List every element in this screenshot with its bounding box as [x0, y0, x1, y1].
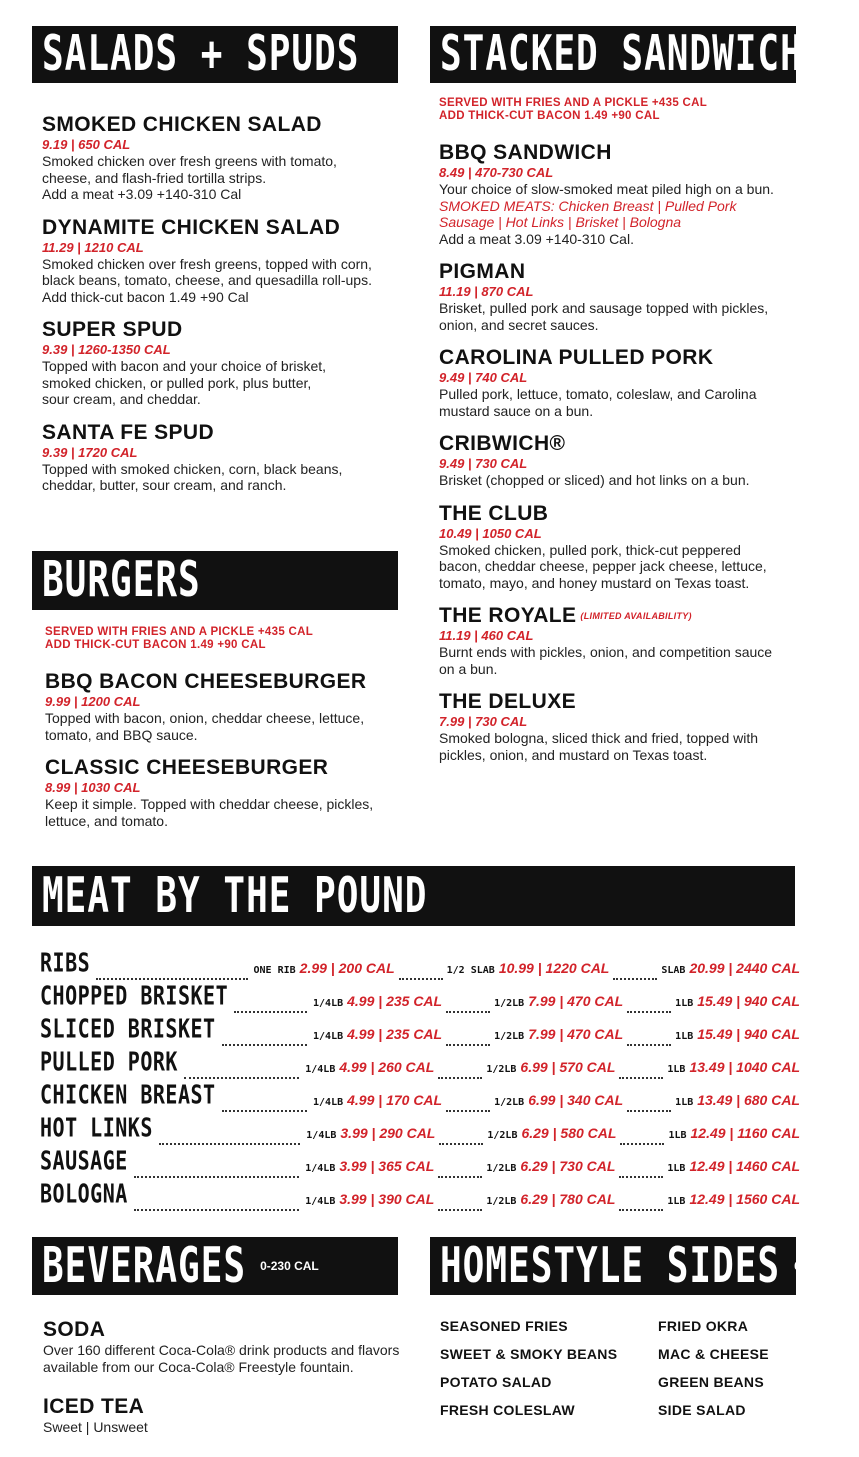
meat-name: BOLOGNA [40, 1177, 128, 1209]
portion-size: 1/4LB [306, 1130, 337, 1141]
meat-name: SLICED BRISKET [40, 1012, 216, 1044]
portion-size: 1/2LB [494, 998, 525, 1009]
portion-size: 1LB [667, 1064, 686, 1075]
meat-row [40, 1078, 800, 1119]
dot-leader [438, 1176, 482, 1178]
portion-size: 1/2LB [486, 1064, 517, 1075]
portion-price: 4.99 | 260 CAL [339, 1059, 435, 1075]
desc-line: Smoked bologna, sliced thick and fried, topped with [439, 730, 759, 747]
menu-item [43, 1395, 413, 1436]
portion-size: 1LB [667, 1196, 686, 1207]
note-line: SERVED WITH FRIES AND A PICKLE +435 CAL [439, 97, 708, 109]
meat-name: PULLED PORK [40, 1045, 178, 1077]
menu-item [439, 432, 809, 489]
dot-leader [222, 1110, 307, 1112]
item-name: PIGMAN [439, 260, 526, 283]
item-name: SMOKED CHICKEN SALAD [42, 113, 322, 136]
beverages-list [43, 1318, 413, 1449]
desc-line: pickles, onion, and mustard on Texas toast. [439, 746, 708, 763]
meat-name: SAUSAGE [40, 1144, 128, 1176]
portion-size: 1LB [675, 1097, 694, 1108]
price-option [486, 1191, 615, 1207]
item-description [439, 386, 809, 419]
desc-line: Burnt ends with pickles, onion, and competition sauce [439, 644, 773, 661]
portion-size: 1/2LB [486, 1163, 517, 1174]
dot-leader [627, 1044, 671, 1046]
portion-size: 1/4LB [313, 1031, 344, 1042]
desc-line: Smoked chicken over fresh greens, topped with corn, [42, 255, 372, 272]
portion-price: 13.49 | 680 CAL [697, 1092, 800, 1108]
desc-line: Pulled pork, lettuce, tomato, coleslaw, and Carolina [439, 386, 757, 402]
price-option [313, 1092, 442, 1108]
dot-leader [134, 1209, 299, 1211]
portion-size: 1LB [675, 998, 694, 1009]
price-option [486, 1059, 615, 1075]
menu-item [42, 421, 402, 494]
menu-item [42, 318, 402, 408]
portion-price: 7.99 | 470 CAL [528, 993, 624, 1009]
desc-line: Smoked chicken, pulled pork, thick-cut peppered [439, 541, 741, 558]
item-name-row [439, 604, 809, 628]
dot-leader [399, 978, 443, 980]
portion-price: 3.99 | 390 CAL [339, 1191, 435, 1207]
side-item: GREEN BEANS [658, 1374, 764, 1390]
dot-leader [159, 1143, 300, 1145]
item-description [42, 358, 402, 408]
menu-item [42, 216, 402, 306]
sandwiches-note [439, 97, 809, 123]
desc-line: onion, and secret sauces. [439, 316, 599, 333]
portion-size: 1LB [675, 1031, 694, 1042]
price-option [306, 1125, 435, 1141]
dot-leader [619, 1209, 663, 1211]
desc-line: bacon, cheddar cheese, pepper jack cheese, lettuce, [439, 558, 767, 574]
item-description [439, 542, 809, 592]
menu-item [439, 260, 809, 333]
menu-item [439, 604, 809, 677]
desc-line: Your choice of slow-smoked meat piled high on a bun. [439, 181, 774, 197]
burgers-banner [32, 551, 398, 610]
desc-line: Add a meat 3.09 +140-310 Cal. [439, 230, 634, 247]
desc-line: cheddar, butter, sour cream, and ranch. [42, 477, 287, 493]
desc-line: lettuce, and tomato. [45, 812, 168, 829]
item-description [439, 181, 809, 247]
item-description [42, 461, 402, 494]
price-option [494, 1026, 623, 1042]
sandwiches-list [439, 97, 809, 776]
item-price: 9.39 | 1260-1350 CAL [42, 342, 171, 357]
side-item: MAC & CHEESE [658, 1346, 769, 1362]
desc-line: Topped with smoked chicken, corn, black beans, [42, 460, 343, 477]
item-name: ICED TEA [43, 1395, 145, 1418]
menu-item [45, 756, 405, 829]
dot-leader [627, 1110, 671, 1112]
portion-price: 7.99 | 470 CAL [528, 1026, 624, 1042]
sides-banner [430, 1237, 859, 1295]
dot-leader [613, 978, 657, 980]
menu-item [439, 690, 809, 763]
price-option [487, 1125, 616, 1141]
item-price: 9.49 | 740 CAL [439, 370, 528, 385]
desc-line: sour cream, and cheddar. [42, 391, 201, 407]
item-description [42, 153, 402, 203]
item-name: CAROLINA PULLED PORK [439, 346, 714, 369]
portion-size: 1/2LB [487, 1130, 518, 1141]
item-name: SODA [43, 1318, 106, 1341]
portion-price: 6.29 | 780 CAL [520, 1191, 616, 1207]
portion-size: 1/2LB [486, 1196, 517, 1207]
item-price: 9.39 | 1720 CAL [42, 444, 138, 460]
menu-item [45, 670, 405, 743]
menu-item [439, 141, 809, 247]
salads-title: SALADS + SPUDS [42, 26, 360, 83]
meat-row [40, 1144, 800, 1185]
price-option [494, 1092, 623, 1108]
desc-line: cheese, and flash-fried tortilla strips. [42, 169, 267, 186]
menu-item [43, 1318, 413, 1375]
portion-size: SLAB [661, 965, 686, 976]
portion-size: 1/2LB [494, 1097, 525, 1108]
beverages-banner [32, 1237, 398, 1295]
desc-line: Keep it simple. Topped with cheddar cheese, pickles, [45, 796, 374, 812]
price-option [305, 1158, 434, 1174]
portion-price: 2.99 | 200 CAL [299, 960, 395, 976]
meat-price-table [40, 946, 800, 1218]
portion-price: 3.99 | 290 CAL [340, 1125, 436, 1141]
desc-line: smoked chicken, or pulled pork, plus butter, [42, 374, 312, 391]
portion-size: 1/4LB [313, 1097, 344, 1108]
sandwiches-banner [430, 26, 849, 83]
portion-size: 1/4LB [313, 998, 344, 1009]
desc-line: Add a meat +3.09 +140-310 Cal [42, 186, 242, 202]
portion-price: 6.99 | 570 CAL [520, 1059, 616, 1075]
portion-price: 15.49 | 940 CAL [697, 1026, 800, 1042]
desc-line: Brisket, pulled pork and sausage topped with pickles, [439, 300, 769, 316]
salads-banner [32, 26, 398, 83]
portion-size: 1LB [667, 1163, 686, 1174]
dot-leader [134, 1176, 299, 1178]
note-line: ADD THICK-CUT BACON 1.49 +90 CAL [45, 639, 266, 651]
note-line: SERVED WITH FRIES AND A PICKLE +435 CAL [45, 626, 314, 638]
sides-list [440, 1318, 800, 1419]
smoked-meats-line: Sausage | Hot Links | Brisket | Bologna [439, 214, 682, 230]
item-price: 11.19 | 870 CAL [439, 284, 534, 299]
item-name: BBQ SANDWICH [439, 141, 612, 164]
item-price: 9.19 | 650 CAL [42, 137, 131, 152]
portion-price: 6.29 | 730 CAL [520, 1158, 616, 1174]
meat-name: CHICKEN BREAST [40, 1078, 216, 1110]
price-option [667, 1158, 800, 1174]
price-option [305, 1191, 434, 1207]
dot-leader [446, 1011, 490, 1013]
item-price: 11.29 | 1210 CAL [42, 239, 144, 255]
side-item: SEASONED FRIES [440, 1318, 568, 1334]
meat-title: MEAT BY THE POUND [42, 868, 428, 924]
item-price: 9.49 | 730 CAL [439, 456, 528, 471]
price-option [305, 1059, 434, 1075]
dot-leader [438, 1077, 482, 1079]
portion-price: 4.99 | 235 CAL [347, 1026, 443, 1042]
item-description [43, 1342, 413, 1375]
meat-banner [32, 866, 795, 926]
desc-line: Over 160 different Coca-Cola® drink products and flavors [43, 1342, 400, 1358]
burgers-list [45, 626, 405, 842]
item-name: THE DELUXE [439, 690, 577, 714]
dot-leader [438, 1209, 482, 1211]
item-description [42, 256, 402, 306]
dot-leader [619, 1077, 663, 1079]
dot-leader [446, 1110, 490, 1112]
portion-price: 6.29 | 580 CAL [521, 1125, 617, 1141]
smoked-meats-line: SMOKED MEATS: Chicken Breast | Pulled Pork [439, 197, 737, 214]
note-line: ADD THICK-CUT BACON 1.49 +90 CAL [439, 110, 660, 122]
side-item: FRESH COLESLAW [440, 1402, 575, 1418]
item-description [439, 644, 809, 677]
item-price: 7.99 | 730 CAL [439, 714, 528, 730]
dot-leader [619, 1176, 663, 1178]
desc-line: Sweet | Unsweet [43, 1419, 148, 1435]
sides-cal: 60-560 CAL [794, 1259, 859, 1273]
portion-size: 1/4LB [305, 1196, 336, 1207]
item-price: 8.49 | 470-730 CAL [439, 165, 554, 180]
price-option [254, 960, 395, 976]
item-description [45, 796, 405, 829]
portion-size: 1/2LB [494, 1031, 525, 1042]
item-price: 11.19 | 460 CAL [439, 628, 534, 644]
desc-line: tomato, and BBQ sauce. [45, 726, 198, 743]
dot-leader [627, 1011, 671, 1013]
desc-line: Add thick-cut bacon 1.49 +90 Cal [42, 288, 249, 305]
item-name: CRIBWICH® [439, 432, 566, 455]
burgers-title: BURGERS [42, 552, 201, 609]
desc-line: Smoked chicken over fresh greens with tomato, [42, 153, 337, 169]
portion-price: 12.49 | 1560 CAL [689, 1191, 800, 1207]
salads-list [42, 113, 402, 507]
price-option [675, 1026, 800, 1042]
portion-price: 12.49 | 1160 CAL [690, 1125, 800, 1141]
sides-title: HOMESTYLE SIDES [440, 1238, 781, 1294]
desc-line: tomato, mayo, and honey mustard on Texas toast. [439, 574, 750, 591]
item-name: SUPER SPUD [42, 318, 183, 341]
desc-line: available from our Coca-Cola® Freestyle fountain. [43, 1358, 354, 1375]
portion-size: 1/4LB [305, 1163, 336, 1174]
portion-price: 10.99 | 1220 CAL [498, 960, 610, 976]
item-name: THE ROYALE [439, 604, 577, 627]
side-item: SIDE SALAD [658, 1402, 746, 1418]
menu-item [42, 113, 402, 203]
desc-line: Topped with bacon, onion, cheddar cheese, lettuce, [45, 710, 365, 726]
dot-leader [620, 1143, 664, 1145]
price-option [675, 993, 800, 1009]
price-option [313, 993, 442, 1009]
desc-line: Brisket (chopped or sliced) and hot links on a bun. [439, 472, 750, 488]
item-name: THE CLUB [439, 501, 549, 525]
sandwiches-title: STACKED SANDWICHES [440, 26, 849, 83]
portion-size: ONE RIB [253, 965, 296, 976]
item-description [43, 1419, 413, 1436]
item-description [45, 710, 405, 743]
item-price: 8.99 | 1030 CAL [45, 780, 141, 795]
portion-price: 20.99 | 2440 CAL [689, 960, 800, 976]
dot-leader [234, 1011, 307, 1013]
price-option [668, 1125, 800, 1141]
meat-row [40, 1177, 800, 1218]
dot-leader [446, 1044, 490, 1046]
portion-price: 4.99 | 235 CAL [347, 993, 443, 1009]
price-option [313, 1026, 442, 1042]
item-description [439, 730, 809, 763]
price-option [494, 993, 623, 1009]
limited-tag: (LIMITED AVAILABILITY) [580, 611, 692, 622]
desc-line: Topped with bacon and your choice of brisket, [42, 358, 327, 374]
menu-item [439, 346, 809, 419]
item-name: DYNAMITE CHICKEN SALAD [42, 215, 341, 239]
meat-name: CHOPPED BRISKET [40, 979, 229, 1011]
side-item: SWEET & SMOKY BEANS [440, 1346, 618, 1362]
portion-price: 12.49 | 1460 CAL [689, 1158, 800, 1174]
desc-line: black beans, tomato, cheese, and quesadilla roll-ups. [42, 272, 372, 288]
side-item: POTATO SALAD [440, 1374, 552, 1390]
item-description [439, 472, 809, 489]
price-option [667, 1191, 800, 1207]
meat-name: HOT LINKS [40, 1111, 153, 1143]
portion-price: 15.49 | 940 CAL [697, 993, 800, 1009]
item-description [439, 300, 809, 333]
price-option [667, 1059, 800, 1075]
side-item: FRIED OKRA [658, 1318, 749, 1334]
dot-leader [222, 1044, 307, 1046]
price-option [447, 960, 610, 976]
desc-line: on a bun. [439, 660, 498, 677]
portion-price: 3.99 | 365 CAL [339, 1158, 435, 1174]
burgers-note [45, 626, 405, 652]
item-name: SANTA FE SPUD [42, 420, 215, 444]
dot-leader [439, 1143, 483, 1145]
portion-size: 1/4LB [305, 1064, 336, 1075]
item-price: 10.49 | 1050 CAL [439, 525, 542, 541]
price-option [661, 960, 800, 976]
item-name: BBQ BACON CHEESEBURGER [45, 670, 367, 693]
price-option [486, 1158, 615, 1174]
beverages-cal: 0-230 CAL [260, 1259, 319, 1273]
item-name: CLASSIC CHEESEBURGER [45, 756, 329, 779]
item-price: 9.99 | 1200 CAL [45, 694, 141, 709]
portion-size: 1LB [668, 1130, 687, 1141]
menu-item [439, 502, 809, 592]
portion-price: 4.99 | 170 CAL [347, 1092, 443, 1108]
portion-price: 6.99 | 340 CAL [528, 1092, 624, 1108]
meat-name: RIBS [40, 946, 91, 978]
portion-size: 1/2 SLAB [446, 965, 495, 976]
beverages-title: BEVERAGES [42, 1238, 247, 1294]
portion-price: 13.49 | 1040 CAL [689, 1059, 800, 1075]
desc-line: mustard sauce on a bun. [439, 402, 594, 419]
meat-row [40, 1111, 800, 1152]
price-option [675, 1092, 800, 1108]
